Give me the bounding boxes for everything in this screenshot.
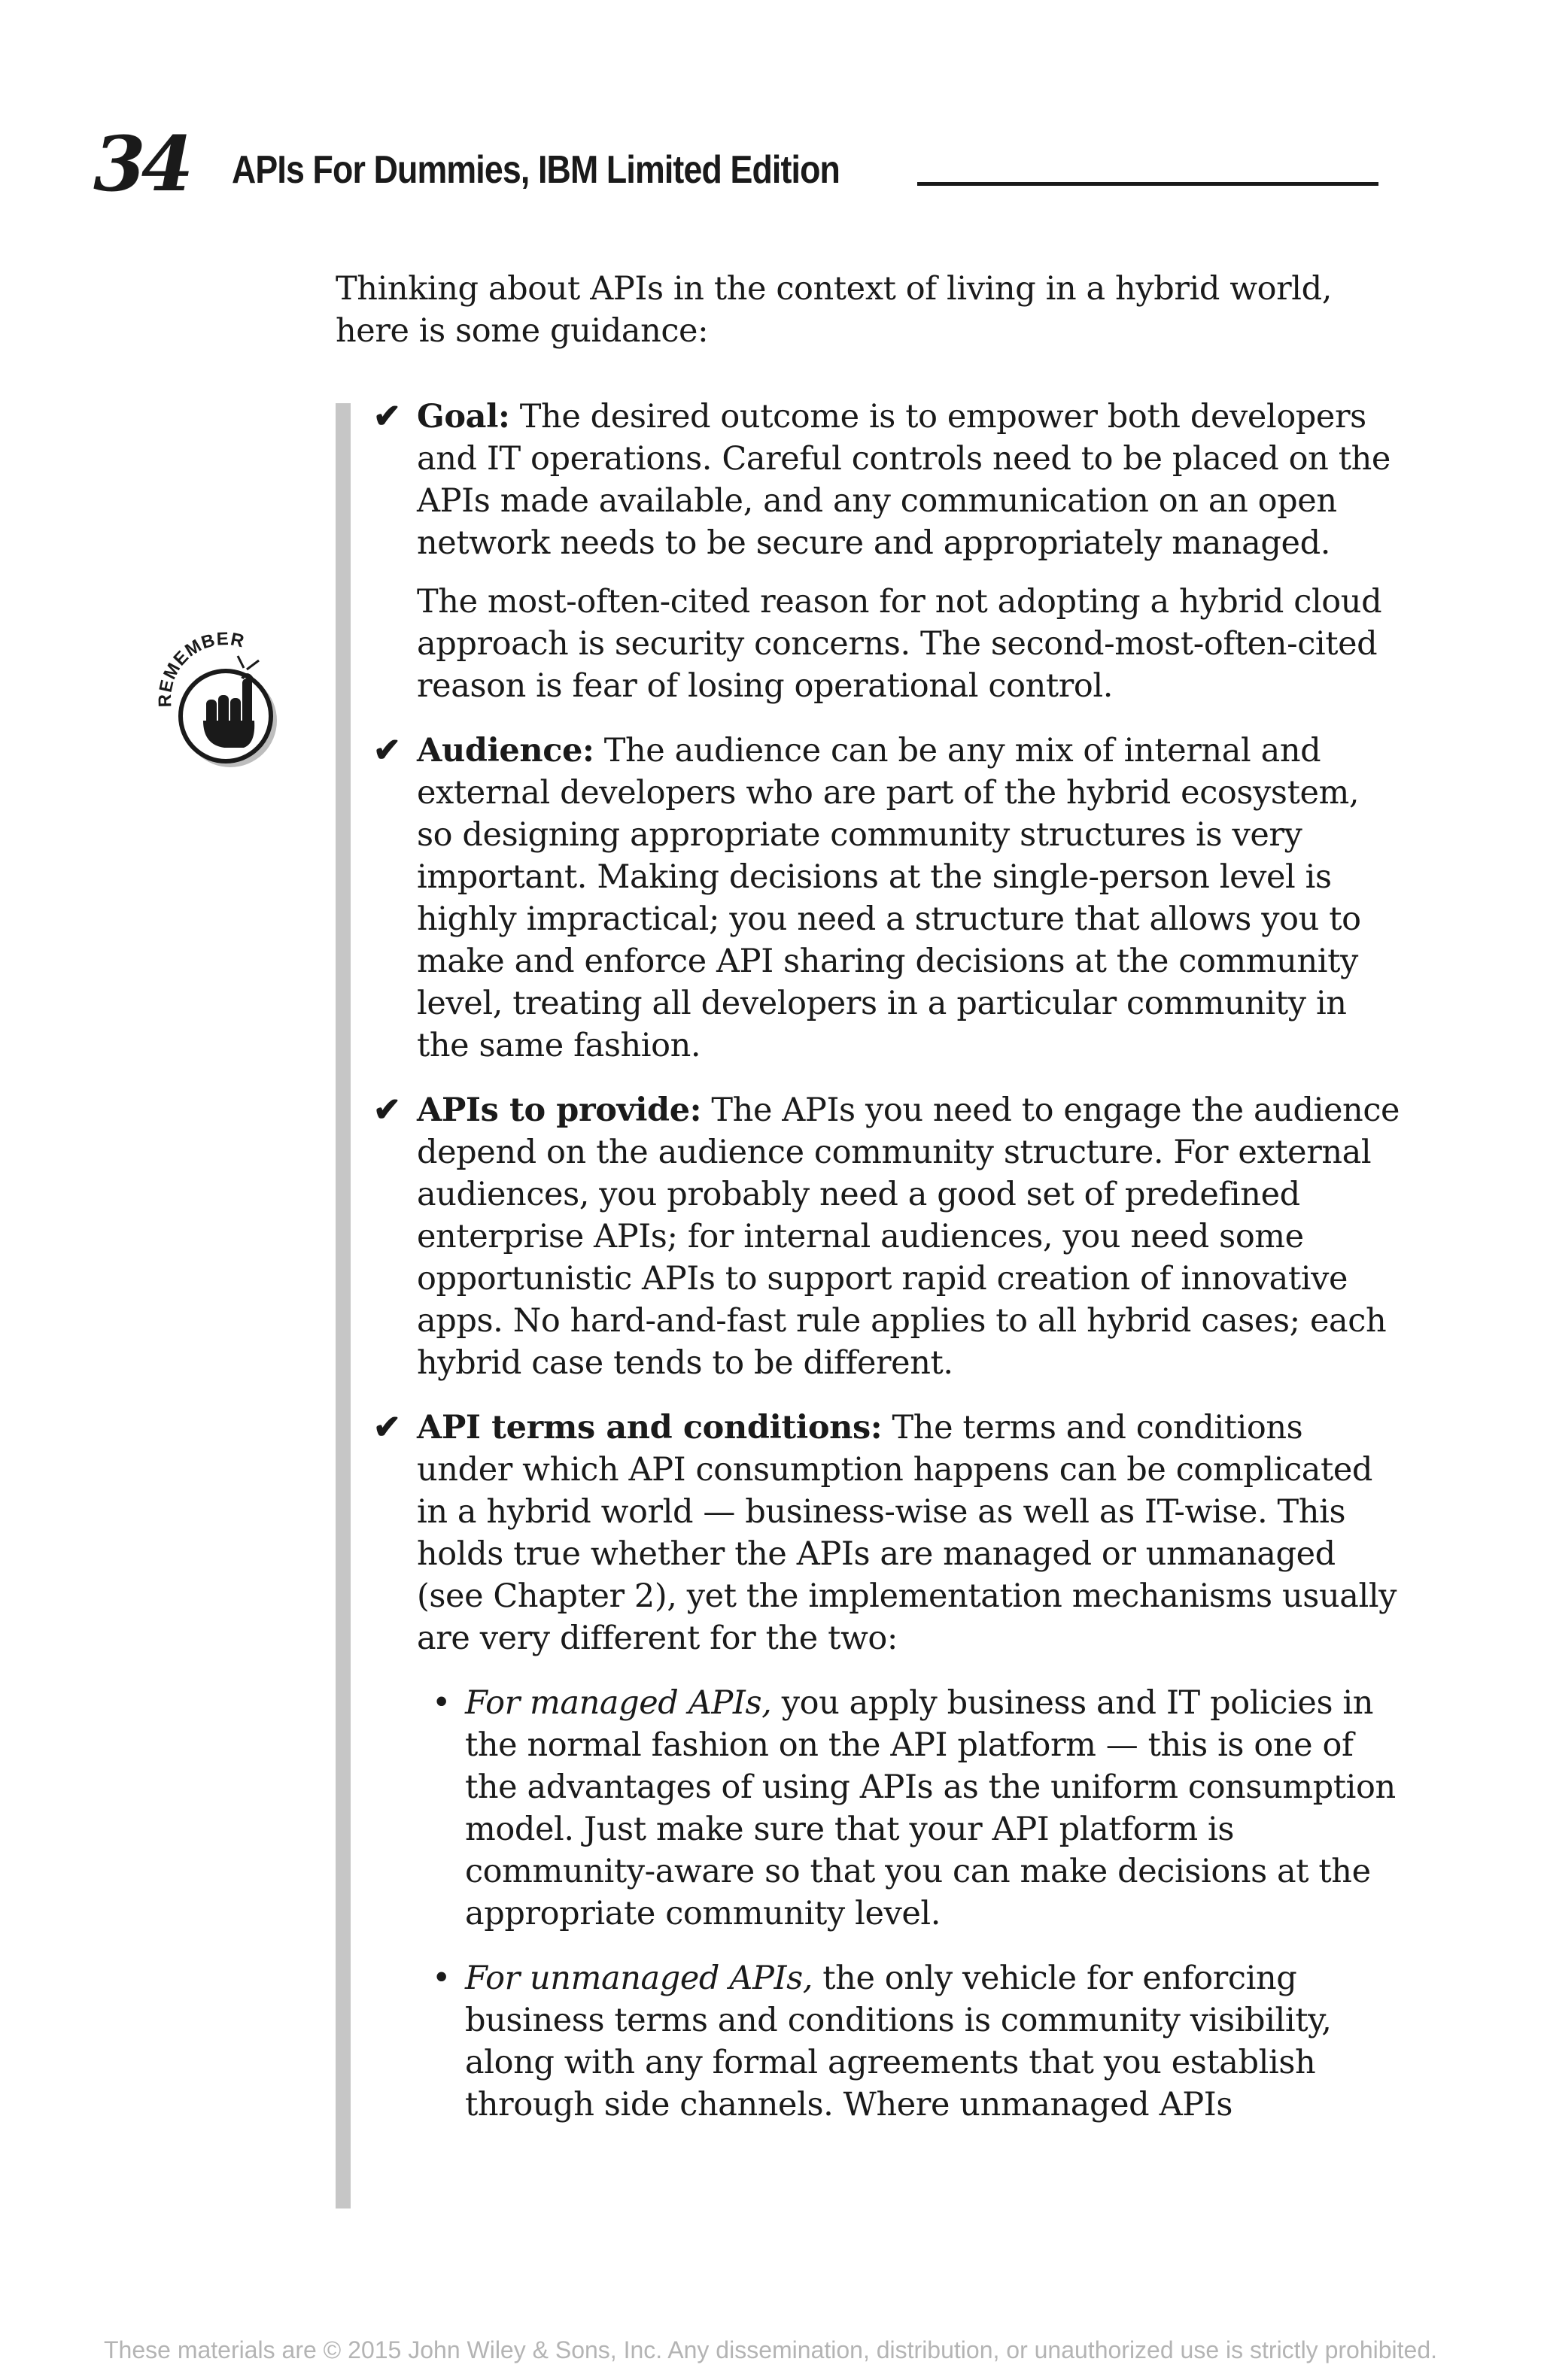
item-text: The audience can be any mix of internal and external developers who are part of the hybrid ecosystem, so designing appropriate community structures is very important. Making decisions at the single-person level is highly impractical; you need a structure that allows you to make and enforce API sharing decisions at the community level, treating all developers in a particular community in the same fashion.	[417, 732, 1361, 1064]
remember-label: REMEMBER	[154, 628, 247, 708]
remember-icon-graphic	[146, 618, 304, 776]
list-item-api-terms	[373, 1407, 1404, 1659]
bullet-dot-icon: •	[432, 1684, 451, 1722]
item-lead: Goal:	[417, 398, 510, 436]
bullet-list	[373, 396, 1404, 2126]
list-item-apis-to-provide	[373, 1089, 1404, 1384]
sub-item-text: the only vehicle for enforcing business terms and conditions is community visibility, along with any formal agreements that you establish through side channels. Where unmanaged APIs	[465, 1960, 1332, 2123]
item-text: The terms and conditions under which API consumption happens can be complicated in a hybrid world — business-wise as well as IT-wise. This holds true whether the APIs are managed or unmanaged (see Chapter 2), yet the implementation mechanisms usually are very different for the two:	[417, 1409, 1397, 1657]
sub-item-lead: For unmanaged APIs,	[465, 1960, 813, 1997]
remember-note: The most-often-cited reason for not adopting a hybrid cloud approach is security concerns. The second-most-often-cited reason is fear of losing operational control.	[417, 583, 1382, 705]
check-bullet-icon: ✔	[373, 1091, 401, 1129]
bullet-dot-icon: •	[432, 1960, 451, 1997]
sub-item-unmanaged	[373, 1957, 1404, 2126]
running-head: APIs For Dummies, IBM Limited Edition	[232, 148, 840, 192]
item-text: The APIs you need to engage the audience depend on the audience community structure. For external audiences, you probably need a good set of predefined enterprise APIs; for internal audiences, you need some opportunistic APIs to support rapid creation of innovative apps. No hard-and-fast rule applies to all hybrid cases; each hybrid case tends to be different.	[417, 1091, 1400, 1382]
item-lead: Audience:	[417, 732, 594, 770]
header-rule	[917, 182, 1378, 186]
item-lead: API terms and conditions:	[417, 1409, 883, 1447]
item-lead: APIs to provide:	[417, 1091, 702, 1129]
page-header	[93, 120, 1378, 208]
page-number: 34	[93, 120, 190, 208]
sidebar-bar	[336, 403, 351, 2208]
list-item-goal	[373, 396, 1404, 707]
remember-icon	[146, 618, 304, 776]
sub-item-managed	[373, 1682, 1404, 1935]
list-item-audience	[373, 730, 1404, 1067]
item-text: The desired outcome is to empower both developers and IT operations. Careful controls need to be placed on the APIs made available, and any communication on an open network needs to be secure and appropriately managed.	[417, 398, 1391, 562]
sub-item-lead: For managed APIs,	[465, 1684, 772, 1722]
sub-item-text: you apply business and IT policies in the normal fashion on the API platform — this is one of the advantages of using APIs as the uniform consumption model. Just make sure that your API platform is community-aware so that you can make decisions at the appropriate community level.	[465, 1684, 1396, 1932]
check-bullet-icon: ✔	[373, 731, 401, 770]
check-bullet-icon: ✔	[373, 1408, 401, 1447]
copyright-footer: These materials are © 2015 John Wiley & Sons, Inc. Any dissemination, distribution, or unauthorized use is strictly prohibited.	[104, 2336, 1437, 2363]
intro-paragraph: Thinking about APIs in the context of living in a hybrid world, here is some guidance:	[336, 270, 1333, 350]
check-bullet-icon: ✔	[373, 397, 401, 436]
